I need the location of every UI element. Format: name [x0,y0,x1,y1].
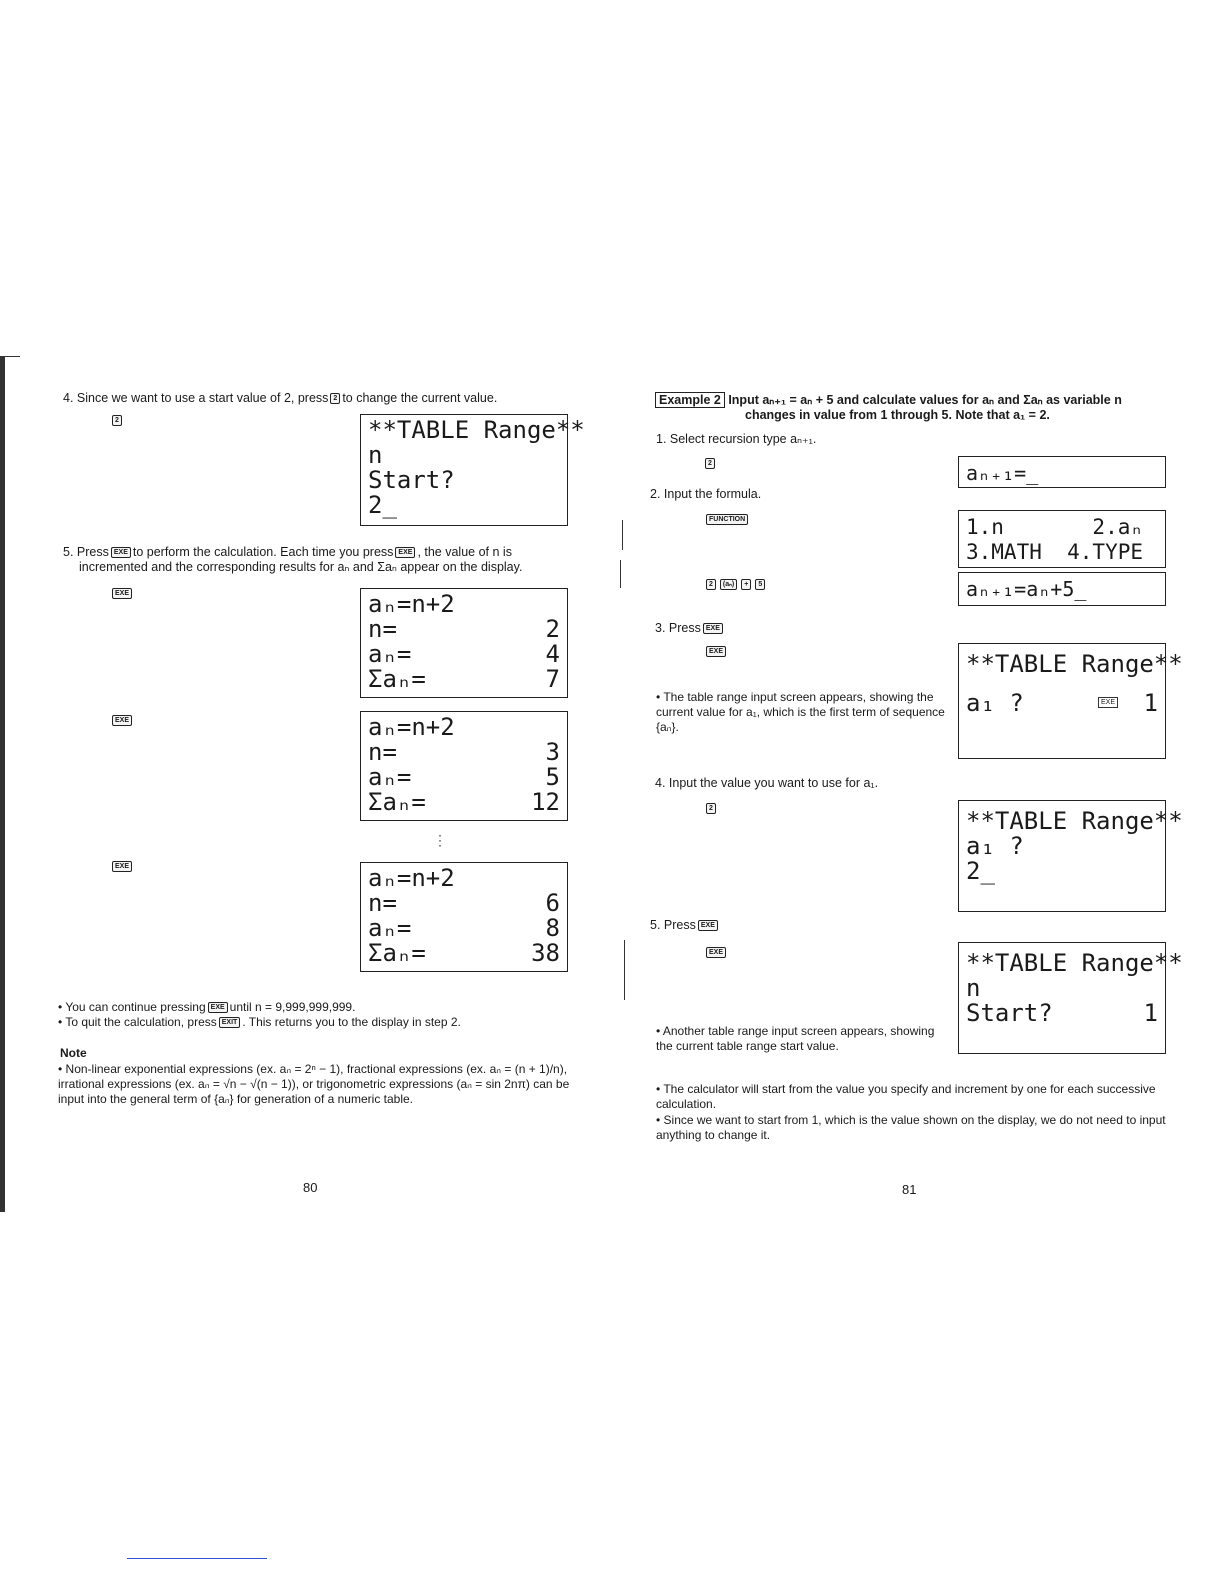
bullet-continue: • You can continue pressing EXE until n = 9,999,999,999. [58,1000,356,1014]
page-number-left: 80 [303,1180,318,1195]
example-label: Example 2 [655,392,725,408]
gutter-mark [622,520,623,550]
right-step-1: 1. Select recursion type aₙ₊₁. [656,432,817,446]
lcd-screen-result-3: aₙ=n+2 n= 6 aₙ= 8 Σaₙ= 38 [360,862,568,972]
right-step4-key: 2 [704,800,718,818]
gutter-mark [620,560,621,588]
scan-edge-bar [0,356,5,1212]
lcd-table-range-a1: **TABLE Range** a₁ ? EXE 1 [958,643,1166,759]
note-body: • Non-linear exponential expressions (ex. aₙ = 2ⁿ − 1), fractional expressions (ex. aₙ = (n + 1)/n), irrational expressions (ex. aₙ = √n − √(n − 1)), or trigonometric expressions (aₙ = sin 2nπ) can be input into the general term of {aₙ} for generation of a numeric table. [58,1062,570,1106]
right-bullet-another-screen: • Another table range input screen appears, showing the current table range start value. [656,1024,935,1053]
exe-keypress-2: EXE [110,712,134,730]
exe-keypress-3: EXE [110,858,134,876]
gutter-mark [624,940,625,1000]
exe-keypress-1: EXE [110,585,134,603]
right-step5-key: EXE [704,944,728,962]
scan-edge-line [0,356,20,357]
right-step-2: 2. Input the formula. [650,487,762,501]
right-bullet-start-value: • The calculator will start from the value you specify and increment by one for each successive calculation. [656,1082,1156,1111]
lcd-screen-result-1: aₙ=n+2 n= 2 aₙ= 4 Σaₙ= 7 [360,588,568,698]
left-step4-keypress [110,412,124,430]
key-exe: EXE [111,547,131,558]
page-number-right: 81 [902,1182,917,1197]
right-bullet-start-from-one: • Since we want to start from 1, which is the value shown on the display, we do not need to input anything to change it. [656,1113,1166,1142]
right-step2-key-sequence: 2 (aₙ) + 5 [704,576,767,594]
bullet-quit: • To quit the calculation, press EXIT . This returns you to the display in step 2. [58,1015,461,1029]
lcd-line: Start? [368,466,455,494]
lcd-line: **TABLE Range** [368,416,585,444]
lcd-table-range-a1-input: **TABLE Range** a₁ ? 2_ [958,800,1166,912]
key-2: 2 [330,393,340,404]
example-header: Example 2 Input aₙ₊₁ = aₙ + 5 and calculate values for aₙ and Σaₙ as variable n changes in value from 1 through 5. Note that a₁ = 2. [655,393,1175,423]
right-step3-key: EXE [704,643,728,661]
lcd-screen-table-range-start [360,414,585,526]
lcd-line: 2_ [368,491,397,519]
right-step-4: 4. Input the value you want to use for a₁. [655,776,879,790]
left-bullets [58,1000,578,1030]
note-title: Note [60,1046,87,1060]
lcd-line: n [368,441,383,469]
lcd-recursion-input: aₙ₊₁=_ [958,456,1166,488]
right-step1-key: 2 [703,455,717,473]
lcd-screen-result-2: aₙ=n+2 n= 3 aₙ= 5 Σaₙ= 12 [360,711,568,821]
bottom-rule [127,1558,267,1559]
dots-indicator: ⋮ [433,832,447,848]
lcd-function-menu: 1.n 2.aₙ 3.MATH 4.TYPE [958,510,1166,568]
left-step-5: 5. Press EXE to perform the calculation. Each time you press EXE , the value of n is incremented and the corresponding results for aₙ and Σaₙ appear on the display. [63,545,523,574]
right-step-3: 3. Press EXE [655,621,725,636]
key-exe: EXE [395,547,415,558]
right-bullet-range-screen: • The table range input screen appears, showing the current value for a₁, which is the first term of sequence {aₙ}. [656,690,945,734]
lcd-formula-input: aₙ₊₁=aₙ+5_ [958,572,1166,606]
right-step-5: 5. Press EXE [650,918,720,933]
left-step-4: 4. Since we want to use a start value of 2, press 2 to change the current value. [63,391,498,405]
key-2: 2 [112,415,122,426]
lcd-table-range-start: **TABLE Range** n Start? 1 [958,942,1166,1054]
right-step2-function-key: FUNCTION [704,511,750,529]
